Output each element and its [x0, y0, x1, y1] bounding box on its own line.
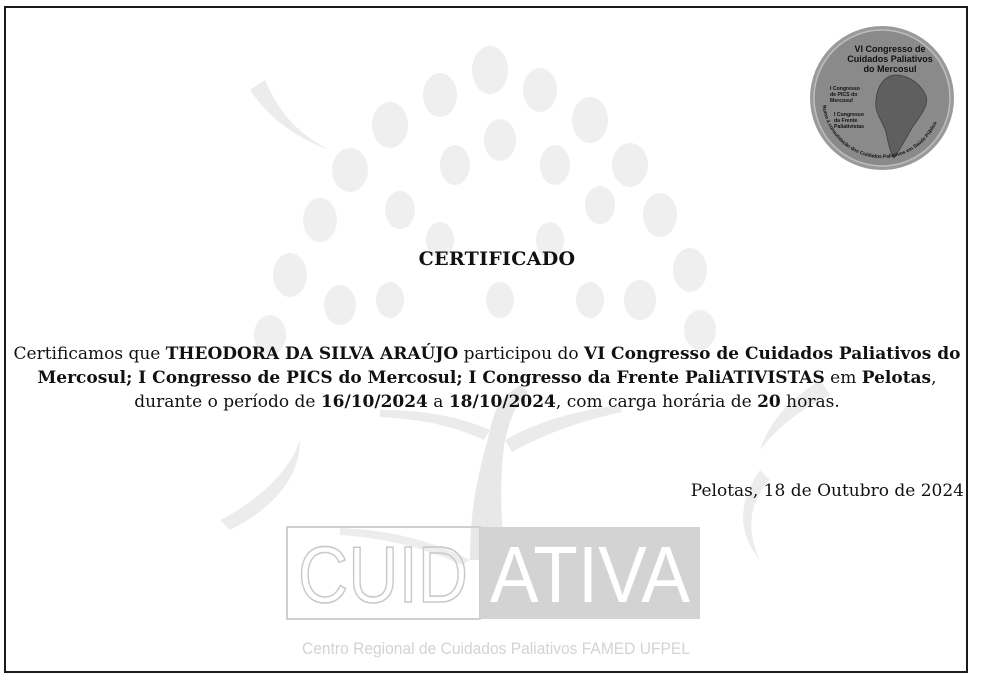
seal-left-a3: Mercosul — [830, 98, 853, 104]
certificate-title: CERTIFICADO — [418, 248, 576, 270]
watermark-subtitle: Centro Regional de Cuidados Paliativos FAMED UFPEL — [302, 639, 690, 658]
body-text-mid4: a — [427, 392, 449, 412]
seal-left-b2: da Frente — [834, 118, 858, 124]
seal-left-a2: de PICS do — [830, 92, 858, 98]
body-text-mid2: em — [824, 368, 862, 388]
place-and-date: Pelotas, 18 de Outubro de 2024 — [690, 481, 964, 501]
certificate-body — [12, 342, 962, 414]
body-text-suffix: horas. — [780, 392, 840, 412]
body-text-mid5: , com carga horária de — [555, 392, 758, 412]
event-name: VI Congresso de Cuidados Paliativos do Mercosul; I Congresso de PICS do Mercosul; I Congresso da Frente PaliATIVISTAS — [37, 344, 961, 388]
seal-left-b1: I Congresso — [834, 112, 864, 118]
participant-name: THEODORA DA SILVA ARAÚJO — [165, 344, 459, 364]
body-text-mid1: participou do — [458, 344, 584, 364]
seal-title-line2: Cuidados Paliativos — [847, 54, 933, 64]
seal-title-line3: do Mercosul — [863, 64, 917, 74]
seal-left-a1: I Congresso — [830, 86, 860, 92]
end-date: 18/10/2024 — [448, 392, 556, 412]
watermark-logo-left: CUID — [298, 530, 468, 619]
start-date: 16/10/2024 — [320, 392, 428, 412]
body-text-mid3: , durante o período de — [134, 368, 937, 412]
congress-seal-icon — [808, 24, 956, 172]
event-city: Pelotas — [861, 368, 932, 388]
workload-hours: 20 — [757, 392, 781, 412]
seal-arc-text: Rumo à consolidação dos Cuidados Paliativos em Saúde Pública — [820, 104, 939, 161]
seal-title-line1: VI Congresso de — [854, 44, 926, 54]
body-text-prefix: Certificamos que — [13, 344, 166, 364]
seal-left-b3: Paliativistas — [834, 124, 864, 130]
watermark-logo-right: ATIVA — [490, 530, 691, 619]
